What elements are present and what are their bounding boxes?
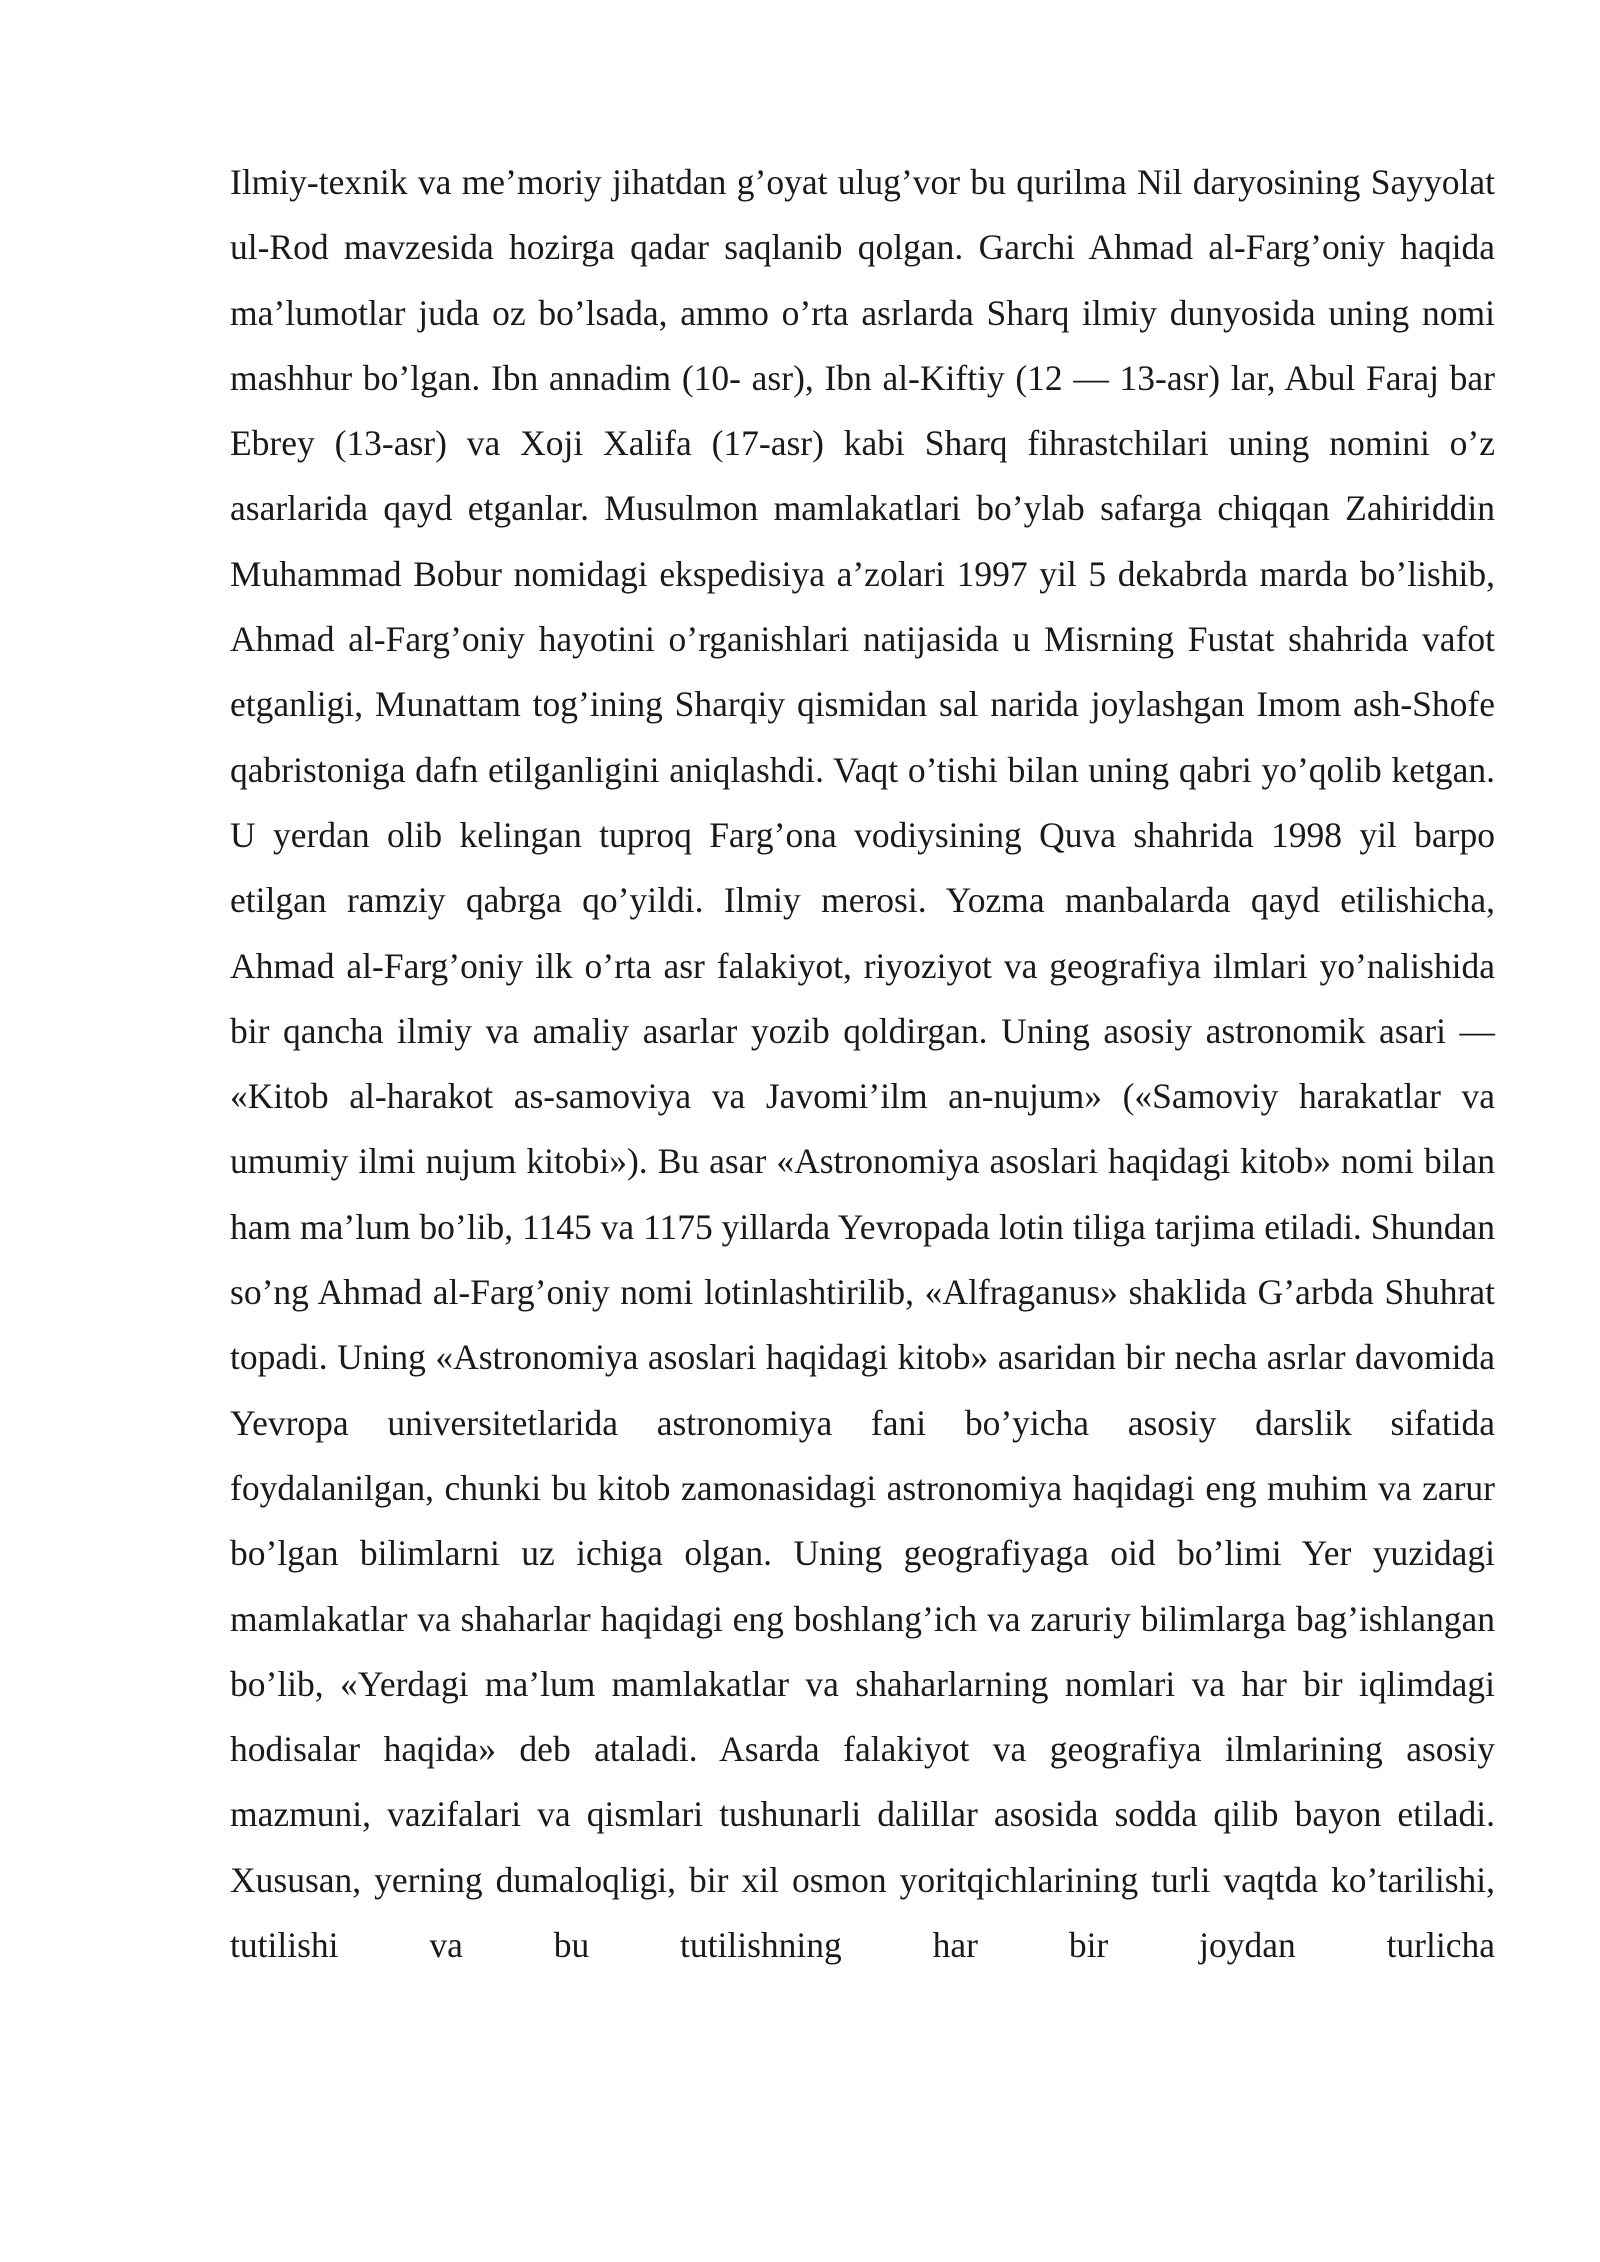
body-paragraph: Ilmiy-texnik va me’moriy jihatdan g’oyat ulug’vor bu qurilma Nil daryosining Sayyolat ul-Rod mavzesida hozirga qadar saqlanib qolgan. Garchi Ahmad al-Farg’oniy haqida ma’lumotlar juda oz bo’lsada, ammo o’rta asrlarda Sharq ilmiy dunyosida uning nomi mashhur bo’lgan. Ibn annadim (10- asr), Ibn al-Kiftiy (12 — 13-asr) lar, Abul Faraj bar Ebrey (13-asr) va Xoji Xalifa (17-asr) kabi Sharq fihrastchilari uning nomini o’z asarlarida qayd etganlar. Musulmon mamlakatlari bo’ylab safarga chiqqan Zahiriddin Muhammad Bobur nomidagi ekspedisiya a’zolari 1997 yil 5 dekabrda marda bo’lishib, Ahmad al-Farg’oniy hayotini o’rganishlari natijasida u Misrning Fustat shahrida vafot etganligi, Munattam tog’ining Sharqiy qismidan sal narida joylashgan Imom ash-Shofe qabristoniga dafn etilganligini aniqlashdi. Vaqt o’tishi bilan uning qabri yo’qolib ketgan. U yerdan olib kelingan tuproq Farg’ona vodiysining Quva shahrida 1998 yil barpo etilgan ramziy qabrga qo’yildi. Ilmiy merosi. Yozma manbalarda qayd etilishicha, Ahmad al-Farg’oniy ilk o’rta asr falakiyot, riyoziyot va geografiya ilmlari yo’nalishida bir qancha ilmiy va amaliy asarlar yozib qoldirgan. Uning asosiy astronomik asari — «Kitob al-harakot as-samoviya va Javomi’ilm an-nujum» («Samoviy harakatlar va umumiy ilmi nujum kitobi»). Bu asar «Astronomiya asoslari haqidagi kitob» nomi bilan ham ma’lum bo’lib, 1145 va 1175 yillarda Yevropada lotin tiliga tarjima etiladi. Shundan so’ng Ahmad al-Farg’oniy nomi lotinlashtirilib, «Alfraganus» shaklida G’arbda Shuhrat topadi. Uning «Astronomiya asoslari haqidagi kitob» asaridan bir necha asrlar davomida Yevropa universitetlarida astronomiya fani bo’yicha asosiy darslik sifatida foydalanilgan, chunki bu kitob zamonasidagi astronomiya haqidagi eng muhim va zarur bo’lgan bilimlarni uz ichiga olgan. Uning geografiyaga oid bo’limi Yer yuzidagi mamlakatlar va shaharlar haqidagi eng boshlang’ich va zaruriy bilimlarga bag’ishlangan bo’lib, «Yerdagi ma’lum mamlakatlar va shaharlarning nomlari va har bir iqlimdagi hodisalar haqida» deb ataladi. Asarda falakiyot va geografiya ilmlarining asosiy mazmuni, vazifalari va qismlari tushunarli dalillar asosida sodda qilib bayon etiladi. Xususan, yerning dumaloqligi, bir xil osmon yoritqichlarining turli vaqtda ko’tarilishi, tutilishi va bu tutilishning har bir joydan turlicha <box>230 162 1495 1966</box>
